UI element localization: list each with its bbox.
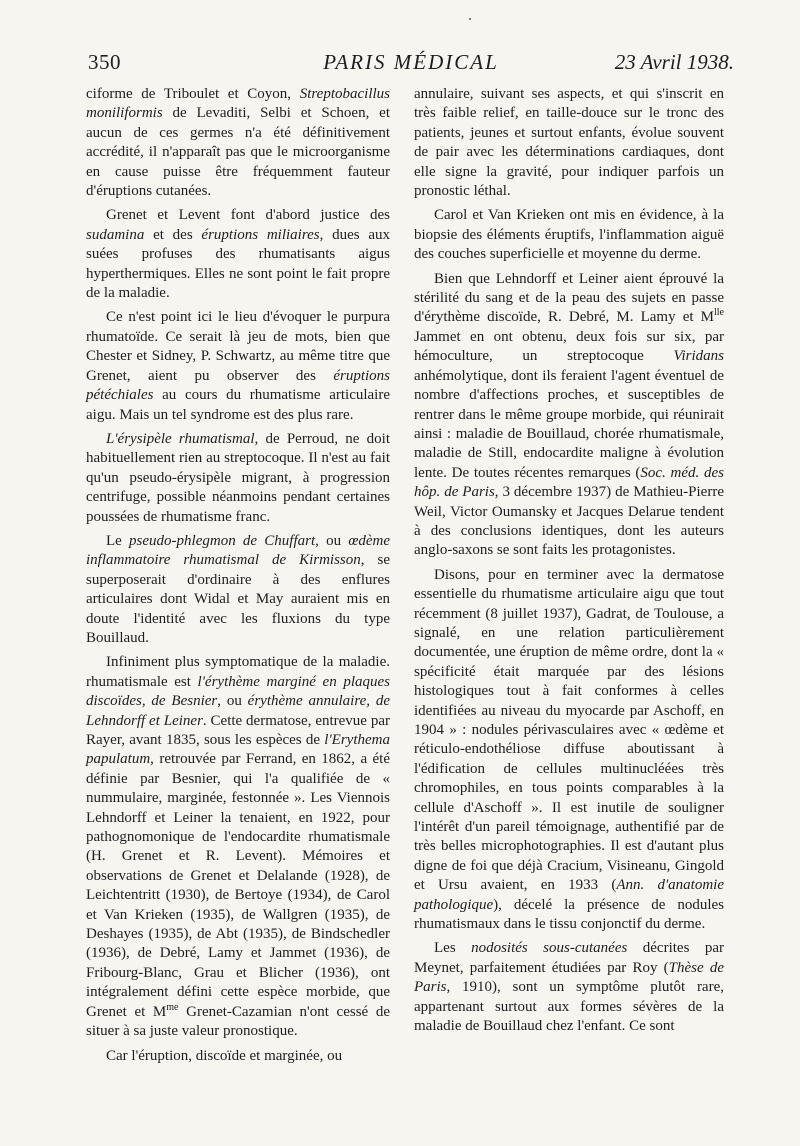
right-column	[414, 85, 724, 1042]
journal-title: PARIS MÉDICAL	[323, 50, 499, 74]
running-header	[88, 50, 734, 80]
paragraph: Grenet et Levent font d'abord justice des sudamina et des éruptions miliaires, dues aux suées profuses des rhumatisants aigus hyperthermiques. Elles ne sont point le fait propre de la maladie.	[86, 207, 391, 302]
issue-date: 23 Avril 1938.	[614, 50, 734, 74]
paragraph: Infiniment plus symptomatique de la maladie. rhumatismale est l'érythème marginé en plaques discoïdes, de Besnier, ou érythème annulaire, de Lehndorff et Leiner. Cette dermatose, entrevue par Rayer, avant 1835, sous les espèces de l'Erythema papulatum, retrouvée par Ferrand, en 1862, a été définie par Besnier, qui l'a qualifiée de « nummulaire, marginée, festonnée ». Les Viennois Lehndorff et Leiner la tenaient, en 1922, pour pathognomonique de l'endocardite rhumatismale (H. Grenet et R. Levent). Mémoires et observations de Grenet et Delalande (1928), de Leichtentritt (1930), de Bertoye (1934), de Carol et Van Krieken (1935), de Wallgren (1935), de Deshayes (1935), de Abt (1935), de Bindschedler (1936), de Debré, Lamy et Jammet (1936), de Fribourg-Blanc, Grau et Blicher (1936), ont intégralement défini cette espèce morbide, que Grenet et $M^{me}$ Grenet-Cazamian n'ont cessé de situer à sa juste valeur pronostique.	[86, 654, 390, 1040]
paragraph: Carol et Van Krieken ont mis en évidence, à la biopsie des éléments éruptifs, l'inflammation aiguë des couches superficielle et moyenne du derme.	[414, 207, 724, 263]
page-number: 350	[88, 50, 121, 74]
paragraph: ciforme de Triboulet et Coyon, Streptobacillus moniliformis de Levaditi, Selbi et Schoen, et aucun de ces germes n'a été définitivement accrédité, il n'apparaît pas que le microorganisme en cause puisse être fréquemment fauteur d'éruptions cutanées.	[86, 86, 390, 200]
paragraph: Car l'éruption, discoïde et marginée, ou	[106, 1047, 343, 1064]
paragraph: Ce n'est point ici le lieu d'évoquer le purpura rhumatoïde. Ce serait là jeu de mots, bien que Chester et Sidney, P. Schwartz, au même titre que Grenet, aient pu observer des éruptions pétéchiales au cours du rhumatisme articulaire aigu. Mais un tel syndrome est des plus rare.	[86, 309, 390, 423]
paragraph: annulaire, suivant ses aspects, et qui s'inscrit en très faible relief, en taille-douce sur le tronc des patients, jeunes et surtout enfants, évolue souvent de pair avec les déterminations cardiaques, dont elle signe la gravité, pour indiquer parfois un pronostic léthal.	[414, 86, 724, 200]
paragraph: L'érysipèle rhumatismal, de Perroud, ne doit habituellement rien au streptocoque. Il n'est au fait qu'un pseudo-érysipèle migrant, à progression centrifuge, possible néanmoins pendant certaines poussées de rhumatisme franc.	[86, 430, 390, 525]
paragraph: Le pseudo-phlegmon de Chuffart, ou œdème inflammatoire rhumatismal de Kirmisson, se superposerait d'ordinaire à des enflures articulaires dont Widal et May auraient mis en doute l'identité avec les fluxions du type Bouillaud.	[86, 532, 391, 646]
paragraph: Les nodosités sous-cutanées décrites par Meynet, parfaitement étudiées par Roy (Thèse de Paris, 1910), sont un symptôme plutôt rare, appartenant surtout aux formes sévères de la maladie de Bouillaud chez l'enfant. Ce sont	[414, 940, 724, 1035]
print-speck	[469, 18, 471, 20]
paragraph: Disons, pour en terminer avec la dermatose essentielle du rhumatisme articulaire aigu que tout récemment (8 juillet 1937), Gadrat, de Toulouse, a signalé, en une relation particulièrement documentée, une éruption de même ordre, dont la « spécificité était marquée par des lésions histologiques tout à fait conformes à celles identifiées au niveau du myocarde par Aschoff, en 1904 » : nodules périvasculaires avec « œdème et réticulo-endothéliose diffuse aboutissant à l'édification de cellules multinucléées très chromophiles, en tous points comparables à la cellule d'Aschoff ». Il est inutile de souligner l'intérêt d'un pareil témoignage, authentifié par de très belles microphotographies. Il est d'autant plus digne de foi que déjà Cracium, Visineanu, Gingold et Ursu avaient, en 1933 (Ann. d'anatomie pathologique), décelé la présence de nodules rhumatismaux dans le tissu conjonctif du derme.	[414, 566, 724, 933]
left-column	[86, 85, 390, 1071]
paragraph: Bien que Lehndorff et Leiner aient éprouvé la stérilité du sang et de la peau des sujets en passe d'érythème discoïde, R. Debré, M. Lamy et $M^{lle}$ Jammet en ont obtenu, deux fois sur six, par hémoculture, un streptocoque Viridans anhémolytique, dont ils feraient l'agent éventuel de nombre d'affections proches, et susceptibles de rentrer dans le même groupe morbide, qui réunirait ainsi : maladie de Bouillaud, chorée rhumatismale, maladie de Still, endocardite maligne à évolution lente. De toutes récentes remarques (Soc. méd. des hôp. de Paris, 3 décembre 1937) de Mathieu-Pierre Weil, Victor Oumansky et Jacques Delarue tendent à des conclusions identiques, dont les auteurs anglo-saxons se sont faits les protagonistes.	[414, 270, 724, 559]
